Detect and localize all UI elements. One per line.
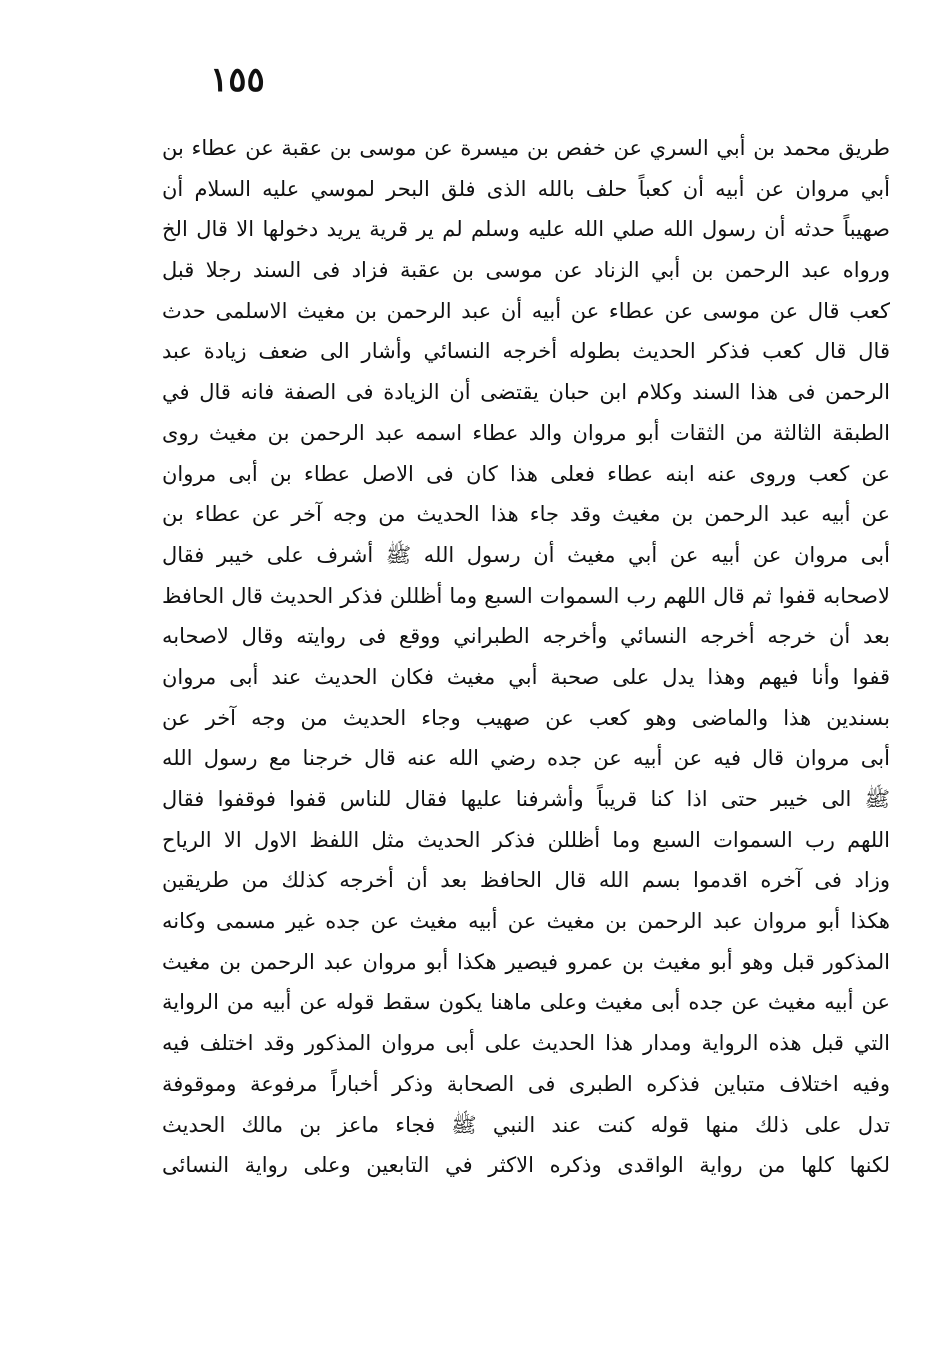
- text-line: أبى مروان قال فيه عن أبيه عن جده رضي الله عنه قال خرجنا مع رسول الله: [162, 746, 890, 771]
- text-line: أبي مروان عن أبيه أن كعباً حلف بالله الذى فلق البحر لموسي عليه السلام أن: [162, 176, 890, 201]
- text-line: لاصحابه قفوا ثم قال اللهم رب السموات السبع وما أظللن فذكر الحديث قال الحافظ: [162, 583, 890, 608]
- text-line: صهيباً حدثه أن رسول الله صلي الله عليه وسلم لم ير قرية يريد دخولها الا قال الخ: [162, 217, 890, 242]
- text-line: طريق محمد بن أبي السري عن خفص بن ميسرة عن موسى بن عقبة عن عطاء بن: [162, 136, 890, 160]
- text-line: الرحمن فى هذا السند وكلام ابن حبان يقتضى أن الزيادة فى الصفة فانه قال في: [162, 380, 890, 405]
- page-number: ١٥٥: [210, 60, 265, 100]
- text-line: ورواه عبد الرحمن بن أبي الزناد عن موسى بن عقبة فزاد فى السند رجلا قبل: [162, 258, 890, 283]
- text-line: عن كعب وروى عنه ابنه عطاء فعلى هذا كان فى الاصل عطاء بن أبى مروان: [162, 461, 890, 486]
- text-line: وفيه اختلاف متباين فذكره الطبرى فى الصحابة وذكر أخباراً مرفوعة وموقوفة: [162, 1071, 890, 1096]
- body-text: [162, 128, 890, 1186]
- text-line: بسندين هذا والماضى وهو كعب عن صهيب وجاء الحديث من وجه آخر عن: [162, 705, 890, 730]
- text-line: أبى مروان عن أبيه عن أبي مغيث أن رسول الله ﷺ أشرف على خيبر فقال: [162, 542, 890, 567]
- text-line: المذكور قبل وهو أبو مغيث بن عمرو فيصير هكذا أبو مروان عبد الرحمن بن مغيث: [162, 949, 890, 974]
- text-line: قال قال كعب فذكر الحديث بطوله أخرجه النسائي وأشار الى ضعف زيادة عبد: [162, 339, 890, 364]
- text-line: بعد أن خرجه أخرجه النسائي وأخرجه الطبراني ووقع فى روايته وقال لاصحابه: [162, 624, 890, 649]
- text-line: اللهم رب السموات السبع وما أظللن فذكر الحديث مثل اللفظ الاول الا الرياح: [162, 827, 890, 852]
- text-line: الطبقة الثالثة من الثقات أبو مروان والد عطاء اسمه عبد الرحمن بن مغيث روى: [162, 420, 890, 445]
- text-line: تدل على ذلك منها قوله كنت عند النبي ﷺ فجاء ماعز بن مالك الحديث: [162, 1112, 890, 1137]
- text-line: عن أبيه مغيث عن جده أبى مغيث وعلى ماهنا يكون سقط قوله عن أبيه من الرواية: [162, 990, 890, 1015]
- text-line: لكنها كلها من رواية الواقدى وذكره الاكثر في التابعين وعلى رواية النسائى: [162, 1153, 890, 1178]
- text-line: التي قبل هذه الرواية ومدار هذا الحديث على أبى مروان المذكور وقد اختلف فيه: [162, 1031, 890, 1056]
- text-line: هكذا أبو مروان عبد الرحمن بن مغيث عن أبيه مغيث عن جده غير مسمى وكانه: [162, 909, 890, 934]
- text-line: كعب قال عن موسى عن عطاء عن أبيه أن عبد الرحمن بن مغيث الاسلمى حدث: [162, 298, 890, 323]
- text-line: وزاد فى آخره اقدموا بسم الله قال الحافظ بعد أن أخرجه كذلك من طريقين: [162, 868, 890, 893]
- text-line: عن أبيه عبد الرحمن بن مغيث وقد جاء هذا الحديث من وجه آخر عن عطاء بن: [162, 502, 890, 527]
- text-line: قفوا وأنا فيهم وهذا يدل على صحبة أبي مغيث فكان الحديث عند أبى مروان: [162, 664, 890, 689]
- text-line: ﷺ الى خيبر حتى اذا كنا قريباً وأشرفنا عليها فقال للناس قفوا فوقفوا فقال: [162, 787, 890, 811]
